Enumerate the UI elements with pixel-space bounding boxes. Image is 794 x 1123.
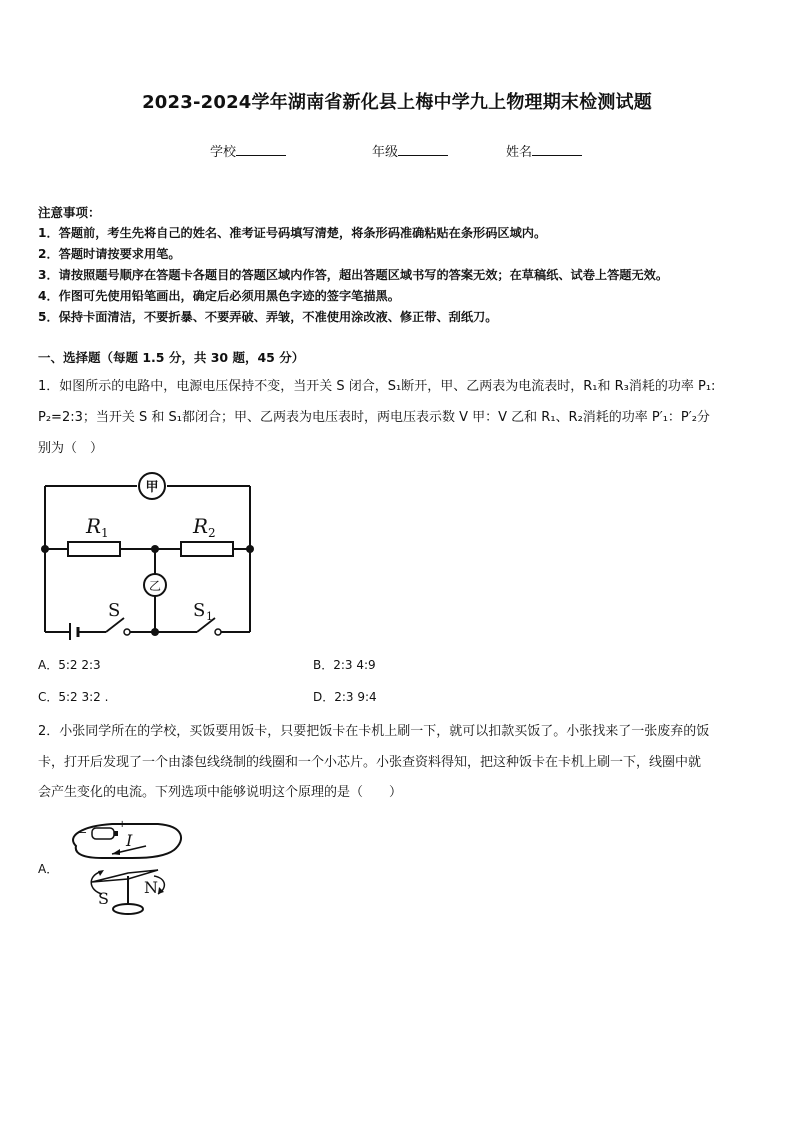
note-item: 3．请按照题号顺序在答题卡各题目的答题区域内作答，超出答题区域书写的答案无效；在草稿纸、试卷上答题无效。 xyxy=(38,268,669,282)
q1-option-b[interactable]: B．2:3 4:9 xyxy=(313,658,376,672)
q1-line-1: 1．如图所示的电路中，电源电压保持不变，当开关 S 闭合，S₁断开，甲、乙两表为电流表时，R₁和 R₃消耗的功率 P₁: xyxy=(38,379,716,394)
r1-subscript: 1 xyxy=(101,526,109,540)
switch-s1-label: S xyxy=(193,600,206,621)
q1-line-2: P₂=2:3；当开关 S 和 S₁都闭合；甲、乙两表为电压表时，两电压表示数 V 甲：V 乙和 R₁、R₂消耗的功率 P′₁：P′₂分 xyxy=(38,410,710,425)
note-item: 4．作图可先使用铅笔画出，确定后必须用黑色字迹的签字笔描黑。 xyxy=(38,289,400,303)
junction-dot xyxy=(151,545,159,553)
compass-base xyxy=(113,904,143,914)
name-label: 姓名 xyxy=(506,145,533,160)
page-title: 2023-2024学年湖南省新化县上梅中学九上物理期末检测试题 xyxy=(142,92,652,113)
name-blank[interactable] xyxy=(532,143,582,156)
grade-blank[interactable] xyxy=(398,143,448,156)
q2-line-3: 会产生变化的电流。下列选项中能够说明这个原理的是（ ） xyxy=(38,785,403,800)
junction-dot xyxy=(41,545,49,553)
q2-line-2: 卡，打开后发现了一个由漆包线绕制的线圈和一个小芯片。小张查资料得知，把这种饭卡在卡机上刷一下，线圈中就 xyxy=(38,755,702,770)
q1-option-d[interactable]: D．2:3 9:4 xyxy=(313,690,377,704)
school-label: 学校 xyxy=(210,145,237,160)
battery-plus: + xyxy=(118,819,127,830)
q2-line-1: 2．小张同学所在的学校，买饭要用饭卡，只要把饭卡在卡机上刷一下，就可以扣款买饭了。小张找来了一张废弃的饭 xyxy=(38,724,710,739)
r1-label: R xyxy=(86,514,102,538)
current-label: I xyxy=(126,831,133,850)
school-field xyxy=(210,141,286,160)
q1-option-c[interactable]: C．5:2 3:2 . xyxy=(38,690,109,704)
battery-terminal xyxy=(114,831,118,836)
rotation-arrowhead-left xyxy=(98,870,104,876)
notes-heading: 注意事项： xyxy=(38,205,101,220)
switch-s-label: S xyxy=(108,600,121,621)
name-field xyxy=(506,141,582,160)
q1-line-3: 别为（ ） xyxy=(38,441,104,456)
meter-yi-label: 乙 xyxy=(148,579,162,593)
switch-s-contact xyxy=(124,629,130,635)
r2-subscript: 2 xyxy=(208,526,216,540)
switch-s1-subscript: 1 xyxy=(206,610,213,623)
battery-cell xyxy=(92,828,114,839)
resistor-r2 xyxy=(181,542,233,556)
south-pole-label: S xyxy=(98,889,109,908)
q2-figure-a xyxy=(62,816,190,920)
switch-s1-contact xyxy=(215,629,221,635)
q1-option-a[interactable]: A．5:2 2:3 xyxy=(38,658,101,672)
current-arrowhead xyxy=(112,849,120,855)
note-item: 2．答题时请按要求用笔。 xyxy=(38,247,181,261)
circuit-diagram xyxy=(36,470,258,640)
north-pole-label: N xyxy=(144,878,158,897)
note-item: 5．保持卡面清洁，不要折暴、不要弄破、弄皱，不准使用涂改液、修正带、刮纸刀。 xyxy=(38,310,498,324)
grade-label: 年级 xyxy=(372,145,399,160)
grade-field xyxy=(372,141,448,160)
school-blank[interactable] xyxy=(236,143,286,156)
section-heading: 一、选择题（每题 1.5 分，共 30 题，45 分） xyxy=(38,350,305,365)
note-item: 1．答题前，考生先将自己的姓名、准考证号码填写清楚，将条形码准确粘贴在条形码区域内。 xyxy=(38,226,547,240)
r2-label: R xyxy=(193,514,209,538)
battery-minus: − xyxy=(78,826,88,839)
resistor-r1 xyxy=(68,542,120,556)
meter-jia-label: 甲 xyxy=(145,480,159,495)
q2-option-a[interactable]: A． xyxy=(38,862,59,876)
junction-dot xyxy=(151,628,159,636)
junction-dot xyxy=(246,545,254,553)
